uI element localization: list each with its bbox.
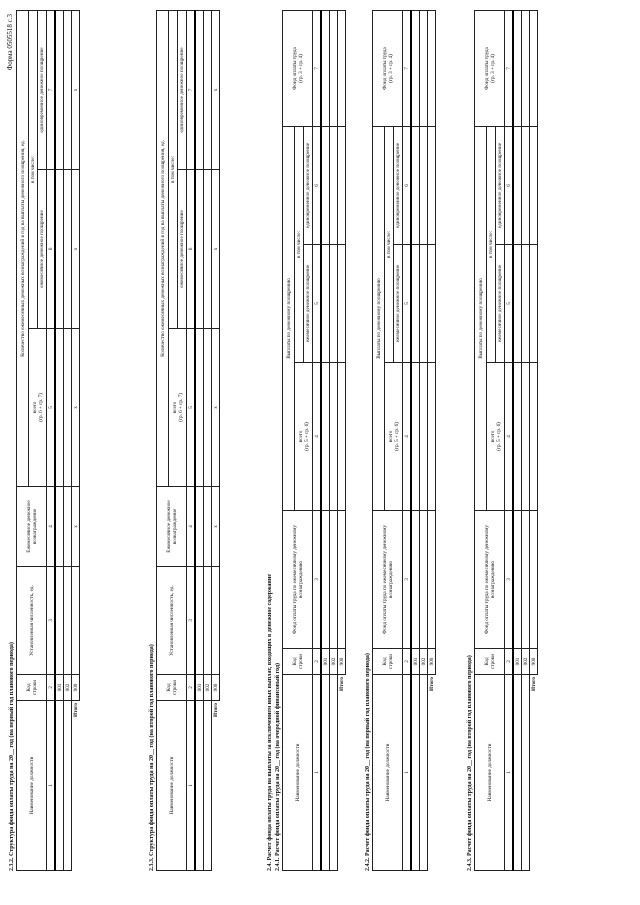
col-header: [169, 329, 187, 487]
col-number: 4: [187, 487, 196, 567]
col-number: 4: [403, 363, 412, 511]
col-number: 7: [313, 11, 322, 127]
col-header: [487, 363, 505, 511]
col-number: 1: [47, 701, 56, 871]
col-number: 4: [313, 363, 322, 511]
row-code: 001: [55, 675, 64, 701]
formula-label: (гр. 6 + гр. 7): [37, 393, 44, 422]
row-code: 900: [428, 649, 436, 675]
fund-label: Фонд оплаты труда: [291, 47, 298, 90]
table-row: [411, 11, 420, 871]
col-header: в том числе:: [487, 127, 496, 363]
col-header: ежемесячное денежное поощрение: [38, 170, 47, 329]
section-title: 2.4. Расчет фонда оплаты труда на выплаты за исключением иных выплат, входящих в денежное содержание: [267, 574, 273, 871]
col-header: в том числе:: [169, 11, 178, 329]
col-number: 2: [313, 649, 322, 675]
total-row: [530, 11, 538, 871]
total-label: Итого: [428, 675, 436, 871]
col-number: 1: [505, 675, 514, 871]
col-header: единовременное денежное поощрение: [178, 11, 187, 170]
section-subtitle: 2.4.1. Расчет фонда оплаты труда на 20__ год (на очередной финансовый год): [275, 662, 281, 871]
total-label: всего: [297, 430, 304, 443]
col-header: ежемесячное денежное поощрение: [496, 245, 505, 363]
col-header: [283, 11, 313, 127]
row-code: 002: [204, 675, 212, 701]
col-number: 5: [403, 245, 412, 363]
section-title: 2.4.2. Расчет фонда оплаты труда на 20__ год (на первый год планового периода): [365, 653, 371, 871]
col-number: 3: [313, 511, 322, 649]
total-row: [72, 11, 80, 871]
total-label: Итого: [530, 675, 538, 871]
table-row: [513, 11, 522, 871]
col-header: в том числе:: [295, 127, 304, 363]
row-code: 002: [522, 649, 530, 675]
col-header: Установленная численность, ед.: [157, 567, 187, 675]
col-header: Код строки: [283, 649, 313, 675]
table-2-3-3: [156, 10, 220, 871]
total-label: Итого: [72, 701, 80, 871]
col-number: 6: [505, 127, 514, 245]
col-header: [475, 11, 505, 127]
col-header: ежемесячное денежное поощрение: [304, 245, 313, 363]
formula-label: (гр. 3 + гр. 4): [387, 54, 394, 83]
col-header: Ежемесячное денежное вознаграждение: [157, 487, 187, 567]
col-header: [373, 11, 403, 127]
table-2-4-1: [282, 10, 346, 871]
col-number: 3: [47, 567, 56, 675]
section-2-4-2: [364, 11, 436, 871]
table-row: [420, 11, 428, 871]
col-header: Фонд оплаты труда по ежемесячному денежному вознаграждению: [283, 511, 313, 649]
formula-label: (гр. 5 + гр. 6): [495, 422, 502, 451]
col-header: Ежемесячное денежное вознаграждение: [17, 487, 47, 567]
total-label: всего: [31, 401, 38, 414]
table-2-4-3: [474, 10, 538, 871]
fund-label: Фонд оплаты труда: [483, 47, 490, 90]
table-row: [195, 11, 204, 871]
col-number: 7: [505, 11, 514, 127]
col-number: 3: [505, 511, 514, 649]
col-number: 2: [47, 675, 56, 701]
col-header: в том числе:: [29, 11, 38, 329]
total-label: всего: [489, 430, 496, 443]
col-header: Наименование должности: [17, 701, 47, 871]
x-mark: x: [72, 329, 80, 487]
col-number: 6: [47, 170, 56, 329]
col-number: 5: [187, 329, 196, 487]
table-2-4-2: [372, 10, 436, 871]
col-number: 2: [505, 649, 514, 675]
total-label: Итого: [212, 701, 220, 871]
total-label: всего: [387, 430, 394, 443]
total-row: [338, 11, 346, 871]
col-header: Выплаты по денежному поощрению: [373, 127, 385, 511]
col-header: Наименование должности: [157, 701, 187, 871]
col-number: 1: [403, 675, 412, 871]
x-mark: x: [212, 487, 220, 567]
x-mark: x: [212, 11, 220, 170]
x-mark: x: [72, 11, 80, 170]
x-mark: x: [212, 170, 220, 329]
col-header: Наименование должности: [373, 675, 403, 871]
row-code: 002: [330, 649, 338, 675]
col-header: [385, 363, 403, 511]
table-row: [522, 11, 530, 871]
formula-label: (гр. 3 + гр. 4): [489, 54, 496, 83]
x-mark: x: [72, 170, 80, 329]
total-row: [428, 11, 436, 871]
table-row: [64, 11, 72, 871]
col-number: 7: [187, 11, 196, 170]
col-header: ежемесячное денежное поощрение: [394, 245, 403, 363]
total-label: всего: [171, 401, 178, 414]
col-header: ежемесячное денежное поощрение: [178, 170, 187, 329]
section-2-4-3: [466, 11, 538, 871]
col-header: Количество ежемесячных денежных вознаграждений в год на выплаты денежного поощрения, ед.: [17, 11, 29, 487]
col-number: 1: [313, 675, 322, 871]
formula-label: (гр. 5 + гр. 6): [393, 422, 400, 451]
col-number: 3: [187, 567, 196, 675]
col-number: 2: [187, 675, 196, 701]
col-header: Наименование должности: [475, 675, 505, 871]
row-code: 001: [321, 649, 330, 675]
section-title: 2.4.3. Расчет фонда оплаты труда на 20__ год (на второй год планового периода): [467, 655, 473, 871]
col-number: 3: [403, 511, 412, 649]
col-number: 7: [403, 11, 412, 127]
total-label: Итого: [338, 675, 346, 871]
table-row: [321, 11, 330, 871]
row-code: 900: [530, 649, 538, 675]
col-number: 5: [47, 329, 56, 487]
col-number: 2: [403, 649, 412, 675]
section-2-3-3: [148, 11, 220, 871]
col-number: 6: [187, 170, 196, 329]
row-code: 001: [195, 675, 204, 701]
formula-label: (гр. 6 + гр. 7): [177, 393, 184, 422]
fund-label: Фонд оплаты труда: [381, 47, 388, 90]
formula-label: (гр. 5 + гр. 6): [303, 422, 310, 451]
section-title: 2.3.3. Структура фонда оплаты труда на 20__ год (на второй год планового периода): [149, 644, 155, 871]
col-header: [295, 363, 313, 511]
col-header: в том числе:: [385, 127, 394, 363]
col-header: Количество ежемесячных денежных вознаграждений в год на выплаты денежного поощрения, ед.: [157, 11, 169, 487]
col-header: Код строки: [475, 649, 505, 675]
section-2-3-2: [8, 11, 80, 871]
x-mark: x: [72, 487, 80, 567]
col-header: Код строки: [157, 675, 187, 701]
total-row: [212, 11, 220, 871]
col-number: 5: [505, 245, 514, 363]
col-number: 4: [47, 487, 56, 567]
x-mark: x: [212, 329, 220, 487]
row-code: 001: [411, 649, 420, 675]
col-header: единовременное денежное поощрение: [38, 11, 47, 170]
col-header: единовременное денежное поощрение: [394, 127, 403, 245]
row-code: 001: [513, 649, 522, 675]
col-header: Фонд оплаты труда по ежемесячному денежному вознаграждению: [475, 511, 505, 649]
col-header: Выплаты по денежному поощрению: [283, 127, 295, 511]
section-2-4-1: [266, 11, 346, 871]
table-2-3-2: [16, 10, 80, 871]
col-header: Код строки: [17, 675, 47, 701]
table-row: [204, 11, 212, 871]
col-header: Наименование должности: [283, 675, 313, 871]
table-row: [330, 11, 338, 871]
col-number: 4: [505, 363, 514, 511]
col-header: Код строки: [373, 649, 403, 675]
col-number: 5: [313, 245, 322, 363]
section-title: 2.3.2. Структура фонда оплаты труда на 20__ год (на первый год планового периода): [9, 642, 15, 871]
row-code: 002: [420, 649, 428, 675]
col-number: 7: [47, 11, 56, 170]
col-header: Выплаты по денежному поощрению: [475, 127, 487, 511]
col-header: Установленная численность, ед.: [17, 567, 47, 675]
col-header: единовременное денежное поощрение: [496, 127, 505, 245]
col-number: 6: [403, 127, 412, 245]
formula-label: (гр. 3 + гр. 4): [297, 54, 304, 83]
row-code: 900: [72, 675, 80, 701]
row-code: 002: [64, 675, 72, 701]
col-number: 1: [187, 701, 196, 871]
col-header: единовременное денежное поощрение: [304, 127, 313, 245]
col-header: [29, 329, 47, 487]
col-number: 6: [313, 127, 322, 245]
row-code: 900: [212, 675, 220, 701]
row-code: 900: [338, 649, 346, 675]
form-number: Форма 0505518 с.3: [6, 14, 14, 71]
col-header: Фонд оплаты труда по ежемесячному денежному вознаграждению: [373, 511, 403, 649]
table-row: [55, 11, 64, 871]
